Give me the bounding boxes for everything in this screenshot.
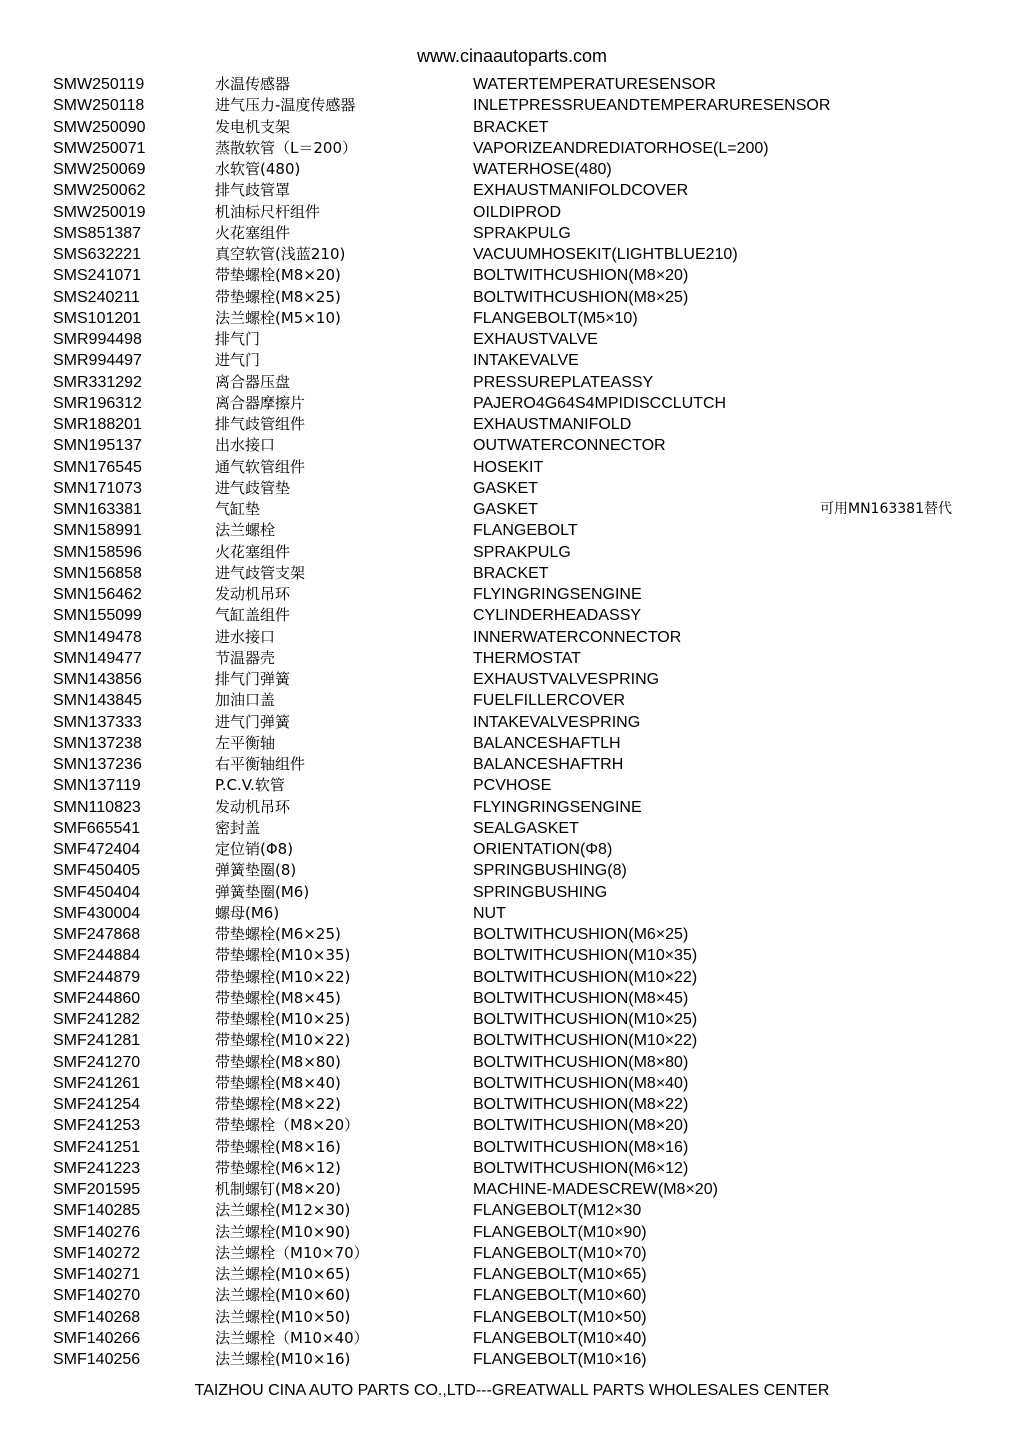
part-name-chinese: 离合器压盘 [215, 372, 291, 391]
part-code: SMS851387 [53, 224, 142, 242]
part-name-chinese: 定位销(Φ8) [215, 840, 294, 858]
part-row [0, 584, 1024, 605]
part-name-english: BOLTWITHCUSHION(M8×20) [473, 267, 689, 285]
part-code: SMN176545 [53, 458, 142, 476]
part-name-chinese: 进气压力-温度传感器 [215, 96, 356, 115]
part-name-english: HOSEKIT [473, 458, 544, 476]
part-code: SMN137333 [53, 713, 142, 731]
part-code: SMW250071 [53, 139, 146, 157]
part-name-chinese: 带垫螺栓(M10×22) [215, 967, 351, 986]
part-code: SMN143856 [53, 671, 142, 688]
part-name-chinese: 右平衡轴组件 [215, 755, 306, 773]
part-code: SMN149478 [53, 628, 142, 646]
part-code: SMF241253 [53, 1117, 141, 1135]
part-name-english: VACUUMHOSEKIT(LIGHTBLUE210) [473, 246, 738, 263]
part-name-chinese: 带垫螺栓(M8×25) [215, 287, 341, 306]
part-code: SMN155099 [53, 607, 142, 625]
part-row [0, 1115, 1024, 1136]
part-name-chinese: 排气歧管组件 [215, 415, 306, 433]
part-name-english: INNERWATERCONNECTOR [473, 628, 682, 646]
part-row [0, 1009, 1024, 1030]
part-name-chinese: 带垫螺栓(M8×45) [215, 988, 341, 1007]
part-code: SMF140272 [53, 1244, 141, 1262]
part-name-english: FLANGEBOLT(M10×90) [473, 1223, 647, 1241]
part-name-chinese: 发动机吊环 [215, 585, 291, 603]
part-row [0, 967, 1024, 988]
part-row [0, 372, 1024, 393]
part-row [0, 839, 1024, 860]
part-name-english: EXHAUSTVALVE [473, 331, 598, 348]
part-code: SMF140268 [53, 1308, 141, 1326]
part-code: SMW250019 [53, 203, 146, 221]
part-name-english: SPRAKPULG [473, 543, 571, 561]
part-name-english: BOLTWITHCUSHION(M10×22) [473, 968, 698, 986]
part-code: SMF247868 [53, 926, 141, 943]
part-code: SMF241270 [53, 1053, 141, 1071]
part-name-chinese: 排气门 [215, 330, 261, 348]
part-row [0, 244, 1024, 265]
part-name-english: SEALGASKET [473, 819, 579, 837]
part-code: SMN156462 [53, 586, 142, 603]
part-name-english: BOLTWITHCUSHION(M8×16) [473, 1138, 689, 1156]
part-row [0, 605, 1024, 626]
part-name-chinese: 密封盖 [215, 818, 261, 837]
part-name-chinese: 法兰螺栓(M10×16) [215, 1350, 351, 1368]
part-row [0, 393, 1024, 414]
part-code: SMF430004 [53, 904, 141, 922]
part-row [0, 1094, 1024, 1115]
part-row [0, 329, 1024, 350]
part-row [0, 1200, 1024, 1221]
part-name-english: GASKET [473, 479, 538, 497]
part-code: SMN110823 [53, 798, 141, 816]
part-name-chinese: 弹簧垫圈(8) [215, 861, 297, 880]
part-name-english: BOLTWITHCUSHION(M6×25) [473, 926, 689, 943]
part-row [0, 1243, 1024, 1264]
part-name-english: CYLINDERHEADASSY [473, 607, 642, 625]
part-name-chinese: 带垫螺栓(M8×80) [215, 1052, 341, 1071]
part-row [0, 1307, 1024, 1328]
part-code: SMF244879 [53, 968, 141, 986]
part-name-chinese: 法兰螺栓（M10×40） [215, 1328, 369, 1347]
part-name-chinese: 法兰螺栓(M12×30) [215, 1201, 351, 1220]
part-code: SMF244860 [53, 989, 141, 1007]
part-row [0, 478, 1024, 499]
part-row [0, 818, 1024, 839]
part-name-english: SPRINGBUSHING(8) [473, 862, 627, 880]
part-name-english: SPRAKPULG [473, 224, 571, 242]
page-header-url: www.cinaautoparts.com [416, 46, 608, 66]
part-name-chinese: 螺母(M6) [215, 903, 280, 922]
part-name-chinese: 法兰螺栓 [215, 521, 276, 540]
part-name-english: BALANCESHAFTRH [473, 756, 624, 773]
part-name-english: FLANGEBOLT(M10×40) [473, 1329, 647, 1347]
part-code: SMN163381 [53, 501, 142, 518]
part-code: SMF241254 [53, 1096, 141, 1113]
part-row [0, 435, 1024, 456]
part-name-chinese: 排气门弹簧 [215, 670, 291, 688]
part-code: SMR196312 [53, 394, 142, 412]
part-row [0, 627, 1024, 648]
part-row [0, 159, 1024, 180]
part-code: SMR331292 [53, 373, 142, 391]
part-name-chinese: 进水接口 [215, 627, 276, 646]
part-code: SMW250090 [53, 118, 146, 136]
part-name-chinese: 离合器摩擦片 [215, 393, 306, 412]
part-name-english: NUT [473, 904, 506, 922]
part-code: SMR994497 [53, 352, 142, 370]
part-row [0, 563, 1024, 584]
part-name-english: FLANGEBOLT(M10×50) [473, 1308, 647, 1326]
part-name-english: VAPORIZEANDREDIATORHOSE(L=200) [473, 139, 769, 157]
part-row [0, 223, 1024, 244]
part-row [0, 733, 1024, 754]
part-row [0, 74, 1024, 95]
part-name-english: FUELFILLERCOVER [473, 692, 626, 710]
part-code: SMF450405 [53, 862, 141, 880]
part-name-english: FLANGEBOLT(M10×65) [473, 1266, 647, 1283]
part-row [0, 712, 1024, 733]
part-row [0, 903, 1024, 924]
part-code: SMN137236 [53, 756, 142, 773]
part-name-english: MACHINE-MADESCREW(M8×20) [473, 1181, 718, 1198]
part-row [0, 1179, 1024, 1200]
part-code: SMN158596 [53, 543, 142, 561]
part-row [0, 117, 1024, 138]
part-name-english: BOLTWITHCUSHION(M8×45) [473, 989, 689, 1007]
part-name-english: THERMOSTAT [473, 649, 581, 667]
part-name-english: OILDIPROD [473, 203, 562, 221]
part-code: SMS240211 [53, 288, 140, 306]
part-row [0, 648, 1024, 669]
part-name-chinese: 进气门弹簧 [215, 712, 291, 731]
part-name-chinese: 进气歧管垫 [215, 478, 291, 497]
part-name-english: OUTWATERCONNECTOR [473, 437, 666, 455]
part-row [0, 138, 1024, 159]
part-name-chinese: 带垫螺栓(M8×40) [215, 1073, 341, 1092]
part-code: SMN171073 [53, 479, 142, 497]
part-code: SMW250062 [53, 182, 146, 200]
part-name-english: BALANCESHAFTLH [473, 734, 621, 752]
part-name-chinese: 法兰螺栓(M5×10) [215, 308, 341, 327]
part-row [0, 308, 1024, 329]
part-code: SMF140256 [53, 1351, 141, 1368]
part-name-english: BOLTWITHCUSHION(M8×20) [473, 1117, 689, 1135]
part-name-english: EXHAUSTMANIFOLD [473, 416, 632, 433]
part-name-english: FLANGEBOLT(M12×30 [473, 1202, 642, 1220]
part-name-chinese: 带垫螺栓(M8×22) [215, 1095, 341, 1113]
part-name-chinese: 出水接口 [215, 436, 276, 455]
part-row [0, 457, 1024, 478]
part-name-chinese: 火花塞组件 [215, 223, 291, 242]
part-code: SMF140271 [53, 1266, 141, 1283]
part-name-english: FLANGEBOLT(M10×60) [473, 1287, 647, 1305]
part-name-english: EXHAUSTMANIFOLDCOVER [473, 182, 689, 200]
part-code: SMF241251 [53, 1138, 141, 1156]
part-row [0, 95, 1024, 116]
part-name-chinese: P.C.V.软管 [215, 776, 285, 795]
part-name-english: BOLTWITHCUSHION(M10×25) [473, 1011, 698, 1028]
part-code: SMF472404 [53, 841, 141, 858]
part-name-english: EXHAUSTVALVESPRING [473, 671, 660, 688]
part-code: SMF241281 [53, 1032, 141, 1050]
part-name-chinese: 法兰螺栓(M10×90) [215, 1222, 351, 1241]
part-name-english: BRACKET [473, 118, 549, 136]
part-row [0, 287, 1024, 308]
part-row [0, 1285, 1024, 1306]
part-row [0, 1030, 1024, 1051]
part-row [0, 202, 1024, 223]
part-row [0, 945, 1024, 966]
part-name-chinese: 法兰螺栓（M10×70） [215, 1243, 369, 1262]
parts-list [0, 74, 1024, 1370]
part-row [0, 754, 1024, 775]
part-code: SMF140285 [53, 1202, 141, 1220]
part-note: 可用MN163381替代 [820, 501, 952, 517]
part-name-chinese: 法兰螺栓(M10×60) [215, 1286, 351, 1305]
part-code: SMS101201 [53, 309, 142, 327]
part-name-chinese: 带垫螺栓(M10×25) [215, 1010, 351, 1028]
part-name-english: FLANGEBOLT [473, 522, 578, 540]
part-row [0, 499, 1024, 520]
part-code: SMF450404 [53, 883, 141, 901]
part-name-chinese: 机制螺钉(M8×20) [215, 1180, 341, 1198]
part-name-english: BOLTWITHCUSHION(M10×22) [473, 1032, 698, 1050]
part-name-chinese: 带垫螺栓(M6×25) [215, 925, 341, 943]
part-row [0, 1264, 1024, 1285]
part-code: SMS632221 [53, 246, 142, 263]
part-name-english: FLANGEBOLT(M5×10) [473, 309, 638, 327]
part-code: SMN158991 [53, 522, 142, 540]
part-name-english: BOLTWITHCUSHION(M10×35) [473, 947, 698, 965]
part-name-english: GASKET [473, 501, 538, 518]
part-code: SMF201595 [53, 1181, 141, 1198]
part-name-english: INLETPRESSRUEANDTEMPERARURESENSOR [473, 97, 831, 115]
part-code: SMW250118 [53, 97, 145, 115]
part-row [0, 350, 1024, 371]
part-row [0, 924, 1024, 945]
part-name-chinese: 通气软管组件 [215, 457, 306, 476]
part-name-english: WATERHOSE(480) [473, 161, 612, 178]
part-name-chinese: 弹簧垫圈(M6) [215, 882, 310, 901]
part-row [0, 414, 1024, 435]
part-row [0, 1137, 1024, 1158]
part-name-chinese: 排气歧管罩 [215, 181, 291, 200]
part-name-english: PAJERO4G64S4MPIDISCCLUTCH [473, 394, 727, 412]
part-name-chinese: 气缸垫 [215, 500, 261, 518]
part-row [0, 265, 1024, 286]
part-code: SMF140276 [53, 1223, 141, 1241]
part-name-english: PCVHOSE [473, 777, 552, 795]
part-name-chinese: 火花塞组件 [215, 542, 291, 561]
part-name-chinese: 带垫螺栓(M8×16) [215, 1137, 341, 1156]
part-row [0, 797, 1024, 818]
part-name-english: INTAKEVALVESPRING [473, 713, 641, 731]
part-row [0, 669, 1024, 690]
part-name-chinese: 水温传感器 [215, 75, 291, 93]
part-code: SMF241261 [53, 1074, 141, 1092]
part-code: SMR994498 [53, 331, 142, 348]
part-name-english: BOLTWITHCUSHION(M6×12) [473, 1159, 689, 1177]
part-code: SMW250119 [53, 76, 145, 93]
part-code: SMW250069 [53, 161, 146, 178]
part-name-english: BOLTWITHCUSHION(M8×25) [473, 288, 689, 306]
part-code: SMN156858 [53, 564, 142, 582]
part-name-chinese: 机油标尺杆组件 [215, 202, 321, 221]
part-name-chinese: 蒸散软管（L＝200） [215, 138, 357, 157]
part-code: SMS241071 [53, 267, 142, 285]
part-code: SMF241223 [53, 1159, 141, 1177]
part-name-chinese: 左平衡轴 [215, 733, 276, 752]
part-name-chinese: 水软管(480) [215, 160, 301, 178]
part-code: SMN149477 [53, 649, 142, 667]
part-name-chinese: 节温器壳 [215, 648, 276, 667]
part-row [0, 860, 1024, 881]
part-name-chinese: 带垫螺栓(M6×12) [215, 1158, 341, 1177]
part-name-english: BOLTWITHCUSHION(M8×40) [473, 1074, 689, 1092]
part-row [0, 1052, 1024, 1073]
part-name-english: BOLTWITHCUSHION(M8×22) [473, 1096, 689, 1113]
part-name-chinese: 法兰螺栓(M10×65) [215, 1265, 351, 1283]
part-name-chinese: 带垫螺栓(M10×22) [215, 1031, 351, 1050]
part-row [0, 520, 1024, 541]
part-name-chinese: 真空软管(浅蓝210) [215, 245, 346, 263]
part-row [0, 1349, 1024, 1370]
part-name-chinese: 气缸盖组件 [215, 606, 291, 625]
part-name-chinese: 进气门 [215, 351, 261, 370]
part-name-chinese: 带垫螺栓（M8×20） [215, 1116, 360, 1135]
part-row [0, 1222, 1024, 1243]
part-name-english: FLANGEBOLT(M10×16) [473, 1351, 647, 1368]
part-name-chinese: 法兰螺栓(M10×50) [215, 1307, 351, 1326]
part-row [0, 1328, 1024, 1349]
part-code: SMN137238 [53, 734, 142, 752]
part-code: SMF241282 [53, 1011, 141, 1028]
part-name-english: FLANGEBOLT(M10×70) [473, 1244, 647, 1262]
part-row [0, 988, 1024, 1009]
part-name-chinese: 加油口盖 [215, 691, 276, 710]
part-row [0, 882, 1024, 903]
part-row [0, 1158, 1024, 1179]
part-row [0, 775, 1024, 796]
part-name-english: PRESSUREPLATEASSY [473, 373, 654, 391]
part-code: SMN195137 [53, 437, 142, 455]
part-code: SMF140270 [53, 1287, 141, 1305]
page-footer-company: TAIZHOU CINA AUTO PARTS CO.,LTD---GREATWALL PARTS WHOLESALES CENTER [194, 1382, 830, 1399]
part-row [0, 690, 1024, 711]
part-name-chinese: 发电机支架 [215, 117, 291, 136]
part-name-english: SPRINGBUSHING [473, 883, 608, 901]
part-name-chinese: 进气歧管支架 [215, 563, 306, 582]
part-name-english: ORIENTATION(Φ8) [473, 841, 613, 858]
part-row [0, 542, 1024, 563]
part-name-chinese: 带垫螺栓(M10×35) [215, 946, 351, 965]
part-name-english: FLYINGRINGSENGINE [473, 798, 642, 816]
part-code: SMN143845 [53, 692, 142, 710]
part-name-english: BOLTWITHCUSHION(M8×80) [473, 1053, 689, 1071]
part-row [0, 180, 1024, 201]
part-code: SMR188201 [53, 416, 142, 433]
part-name-english: FLYINGRINGSENGINE [473, 586, 642, 603]
part-code: SMN137119 [53, 777, 141, 795]
part-name-chinese: 发动机吊环 [215, 797, 291, 816]
part-name-english: INTAKEVALVE [473, 352, 579, 370]
part-code: SMF665541 [53, 819, 141, 837]
part-name-chinese: 带垫螺栓(M8×20) [215, 266, 341, 285]
part-name-english: BRACKET [473, 564, 549, 582]
part-name-english: WATERTEMPERATURESENSOR [473, 76, 716, 93]
part-code: SMF140266 [53, 1329, 141, 1347]
part-row [0, 1073, 1024, 1094]
part-code: SMF244884 [53, 947, 141, 965]
